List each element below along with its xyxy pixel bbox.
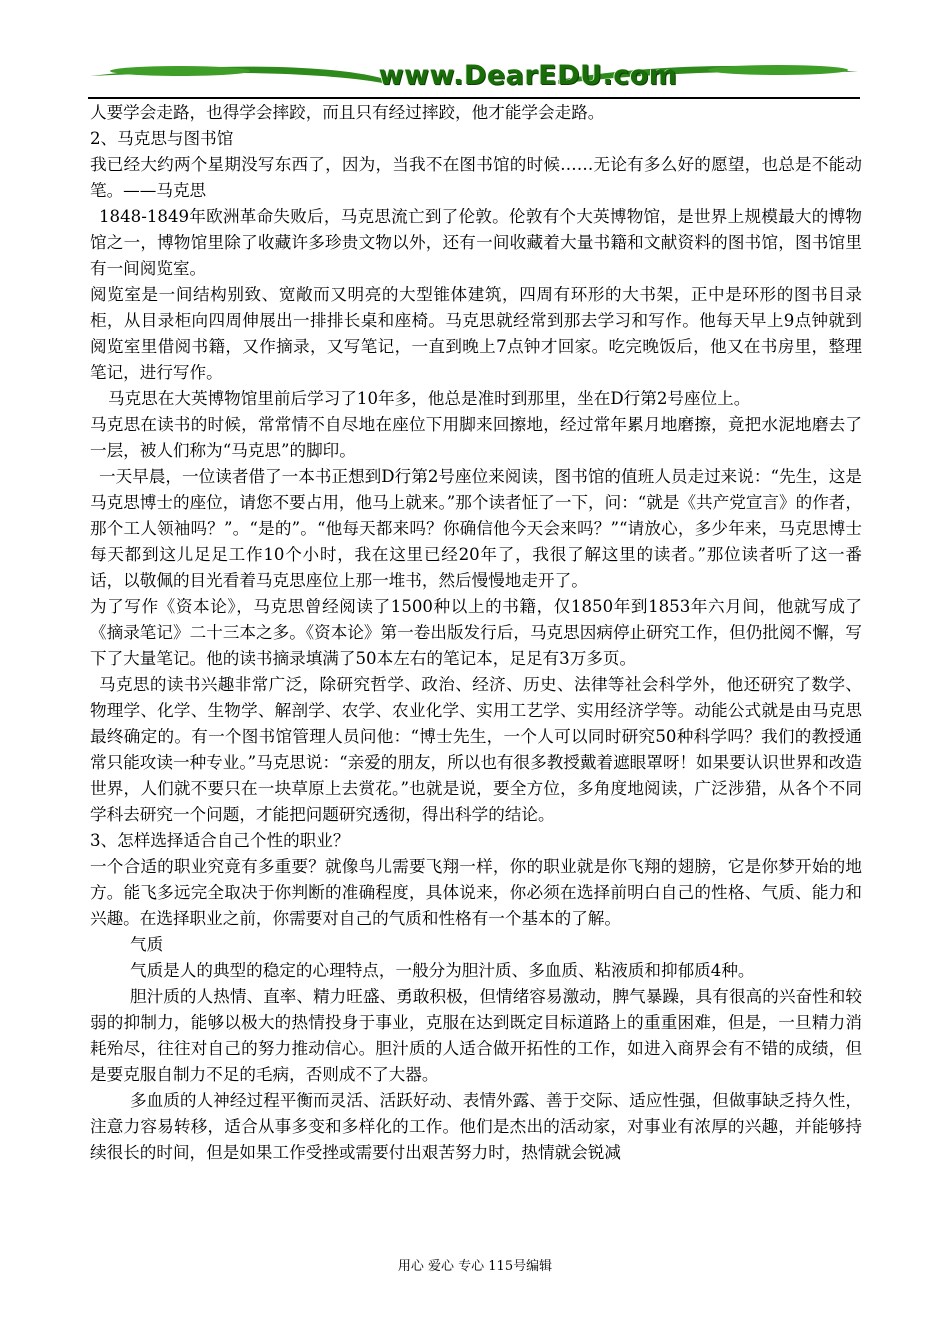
paragraph: 1848-1849年欧洲革命失败后，马克思流亡到了伦敦。伦敦有个大英博物馆，是世界上规模最大的博物馆之一，博物馆里除了收藏许多珍贵文物以外，还有一间收藏着大量书籍和文献资料的图书馆，图书馆里有一间阅览室。 [90,207,862,278]
paragraph: 为了写作《资本论》，马克思曾经阅读了1500种以上的书籍，仅1850年到1853年六月间，他就写成了《摘录笔记》二十三本之多。《资本论》第一卷出版发行后，马克思因病停止研究工作，但仍批阅不懈，写下了大量笔记。他的读书摘录填满了50本左右的笔记本，足足有3万多页。 [90,597,862,668]
site-brand[interactable]: www.DearEDU.com [378,60,678,91]
paragraph: 马克思在大英博物馆里前后学习了10年多，他总是准时到那里，坐在D行第2号座位上。 [108,389,751,408]
paragraph: 多血质的人神经过程平衡而灵活、活跃好动、表情外露、善于交际、适应性强，但做事缺乏持久性，注意力容易转移，适合从事多变和多样化的工作。他们是杰出的活动家，对事业有浓厚的兴趣，并能够持续很长的时间，但是如果工作受挫或需要付出艰苦努力时，热情就会锐减 [90,1091,862,1162]
paragraph: 气质是人的典型的稳定的心理特点，一般分为胆汁质、多血质、粘液质和抑郁质4种。 [130,961,755,980]
paragraph: 一个合适的职业究竟有多重要？就像鸟儿需要飞翔一样，你的职业就是你飞翔的翅膀，它是你梦开始的地方。能飞多远完全取决于你判断的准确程度，具体说来，你必须在选择前明白自己的性格、气质、能力和兴趣。在选择职业之前，你需要对自己的气质和性格有一个基本的了解。 [90,857,862,928]
article-body [90,100,862,1166]
paragraph: 我已经大约两个星期没写东西了，因为，当我不在图书馆的时候……无论有多么好的愿望，也总是不能动笔。——马克思 [90,155,862,200]
paragraph: 马克思在读书的时候，常常情不自尽地在座位下用脚来回擦地，经过常年累月地磨擦，竟把水泥地磨去了一层，被人们称为“马克思”的脚印。 [90,415,862,460]
section-heading: 2、马克思与图书馆 [90,129,234,148]
paragraph: 马克思的读书兴趣非常广泛，除研究哲学、政治、经济、历史、法律等社会科学外，他还研究了数学、物理学、化学、生物学、解剖学、农学、农业化学、实用工艺学、实用经济学等。动能公式就是由马克思最终确定的。有一个图书馆管理人员问他：“博士先生，一个人可以同时研究50种科学吗？我们的教授通常只能攻读一种专业。”马克思说：“亲爱的朋友，所以也有很多教授戴着遮眼罩呀！如果要认识世界和改造世界，人们就不要只在一块草原上去赏花。”也就是说，要全方位，多角度地阅读，广泛涉猎，从各个不同学科去研究一个问题，才能把问题研究透彻，得出科学的结论。 [90,675,862,824]
subheading: 气质 [130,935,164,954]
paragraph: 阅览室是一间结构别致、宽敞而又明亮的大型锥体建筑，四周有环形的大书架，正中是环形的图书目录柜，从目录柜向四周伸展出一排排长桌和座椅。马克思就经常到那去学习和写作。他每天早上9点钟就到阅览室里借阅书籍，又作摘录，又写笔记，一直到晚上7点钟才回家。吃完晚饭后，他又在书房里，整理笔记，进行写作。 [90,285,862,382]
paragraph: 胆汁质的人热情、直率、精力旺盛、勇敢积极，但情绪容易激动，脾气暴躁，具有很高的兴奋性和较弱的抑制力，能够以极大的热情投身于事业，克服在达到既定目标道路上的重重困难，但是，一旦精力消耗殆尽，往往对自己的努力推动信心。胆汁质的人适合做开拓性的工作，如进入商界会有不错的成绩，但是要克服自制力不足的毛病，否则成不了大器。 [90,987,862,1084]
paragraph: 一天早晨，一位读者借了一本书正想到D行第2号座位来阅读，图书馆的值班人员走过来说：“先生，这是马克思博士的座位，请您不要占用，他马上就来。”那个读者怔了一下，问：“就是《共产党宣言》的作者，那个工人领袖吗？”。“是的”。“他每天都来吗？你确信他今天会来吗？”“请放心，多少年来，马克思博士每天都到这儿足足工作10个小时，我在这里已经20年了，我很了解这里的读者。”那位读者听了这一番话，以敬佩的目光看着马克思座位上那一堆书，然后慢慢地走开了。 [90,467,862,590]
section-heading: 3、怎样选择适合自己个性的职业？ [90,831,350,850]
page-footer: 用心 爱心 专心 115号编辑 [397,1259,553,1274]
site-header-banner [88,58,860,102]
paragraph: 人要学会走路，也得学会摔跤，而且只有经过摔跤，他才能学会走路。 [90,103,605,122]
